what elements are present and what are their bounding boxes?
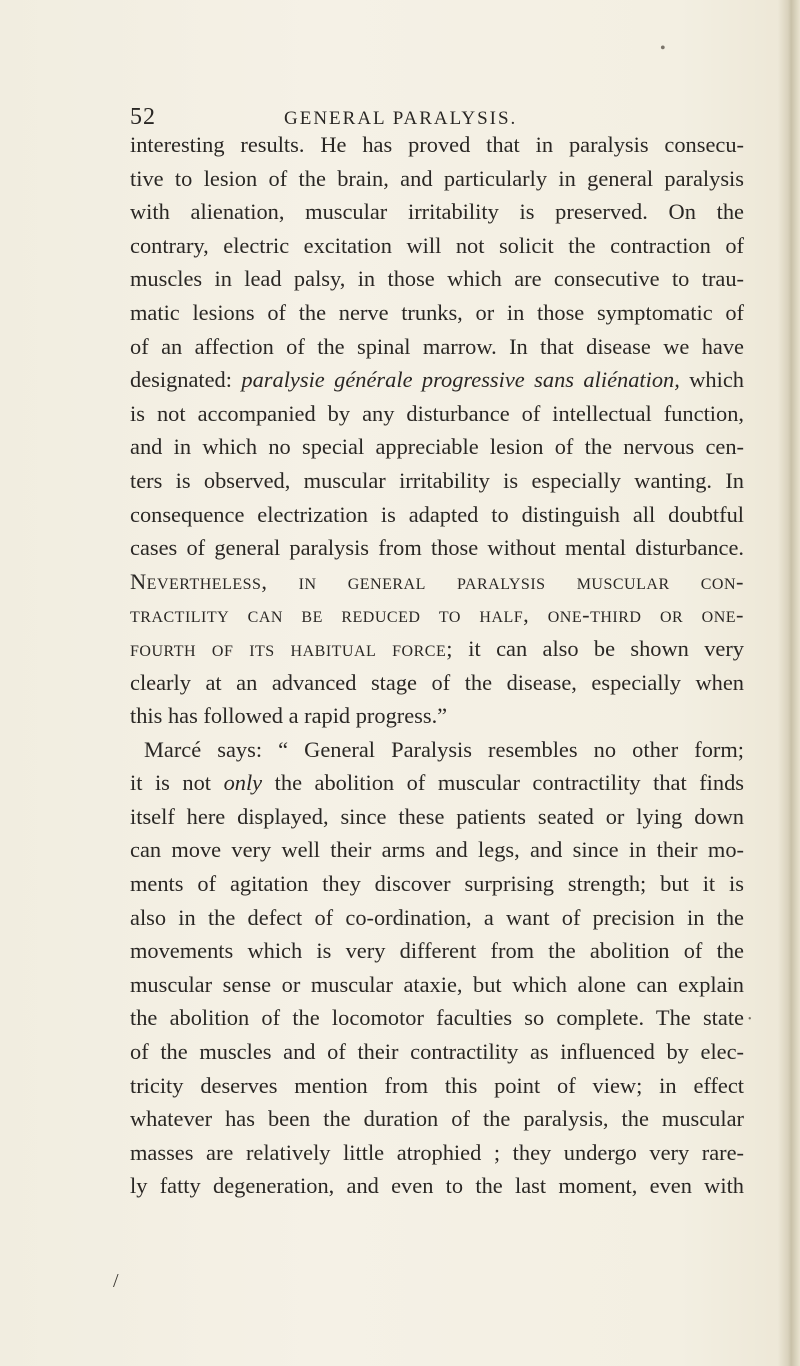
- text-line: of the muscles and of their contractility as influenced by elec-: [130, 1039, 744, 1065]
- text-line: and in which no special appreciable lesion of the nervous cen-: [130, 434, 744, 460]
- text-line-small-caps: tractility can be reduced to half, one-third or one-: [130, 602, 744, 628]
- text-line: movements which is very different from the abolition of the: [130, 938, 744, 964]
- margin-pencil-mark: /: [113, 1270, 119, 1292]
- text-line: itself here displayed, since these patients seated or lying down: [130, 803, 744, 829]
- text-line: tricity deserves mention from this point of view; in effect: [130, 1072, 744, 1098]
- text-run: which: [679, 367, 744, 393]
- text-run: the abolition of muscular contractility that finds: [262, 770, 745, 796]
- text-line: muscles in lead palsy, in those which are consecutive to trau-: [130, 266, 744, 292]
- text-line: this has followed a rapid progress.”: [130, 703, 448, 729]
- text-line-small-caps: Nevertheless, in general paralysis muscular con-: [130, 568, 744, 594]
- text-line: contrary, electric excitation will not solicit the contraction of: [130, 232, 744, 258]
- text-line: [130, 363, 744, 397]
- text-line: of an affection of the spinal marrow. In that disease we have: [130, 333, 744, 359]
- text-line: whatever has been the duration of the paralysis, the muscular: [130, 1106, 744, 1132]
- text-line: ly fatty degeneration, and even to the last moment, even with: [130, 1173, 744, 1199]
- text-line: the abolition of the locomotor faculties so complete. The state: [130, 1005, 744, 1031]
- text-run: designated:: [130, 367, 242, 393]
- text-line: cases of general paralysis from those without mental disturbance.: [130, 535, 744, 561]
- body-text: [130, 128, 744, 1203]
- text-line: muscular sense or muscular ataxie, but which alone can explain: [130, 971, 744, 997]
- text-line: interesting results. He has proved that in paralysis consecu-: [130, 132, 744, 157]
- text-line: can move very well their arms and legs, and since in their mo-: [130, 837, 744, 863]
- text-line: [130, 766, 744, 800]
- ink-speck: •: [748, 1014, 752, 1025]
- ink-speck: •: [660, 40, 666, 57]
- text-line: consequence electrization is adapted to distinguish all doubtful: [130, 501, 744, 527]
- text-run: it is not: [130, 770, 224, 796]
- text-line: masses are relatively little atrophied ; they undergo very rare-: [130, 1139, 744, 1165]
- text-line: ments of agitation they discover surprising strength; but it is: [130, 871, 744, 897]
- running-head: GENERAL PARALYSIS.: [284, 108, 518, 129]
- text-line: tive to lesion of the brain, and particularly in general paralysis: [130, 165, 744, 191]
- text-line: also in the defect of co-ordination, a want of precision in the: [130, 904, 744, 930]
- page-edge-shadow: [778, 0, 800, 1366]
- text-line: [130, 632, 744, 666]
- text-line: ters is observed, muscular irritability is especially wanting. In: [130, 467, 744, 493]
- text-line: Marcé says: “ General Paralysis resembles no other form;: [144, 736, 744, 762]
- text-run: it can also be shown very: [452, 635, 744, 661]
- text-line: matic lesions of the nerve trunks, or in those symptomatic of: [130, 299, 744, 325]
- text-line: with alienation, muscular irritability is preserved. On the: [130, 199, 744, 225]
- text-line: clearly at an advanced stage of the disease, especially when: [130, 669, 744, 695]
- italic-phrase: paralysie générale progressive sans aliénation,: [241, 367, 680, 393]
- italic-word: only: [223, 770, 263, 796]
- page-number: 52: [130, 104, 156, 130]
- small-caps-run: fourth of its habitual force;: [130, 635, 453, 661]
- text-line: is not accompanied by any disturbance of intellectual function,: [130, 400, 744, 426]
